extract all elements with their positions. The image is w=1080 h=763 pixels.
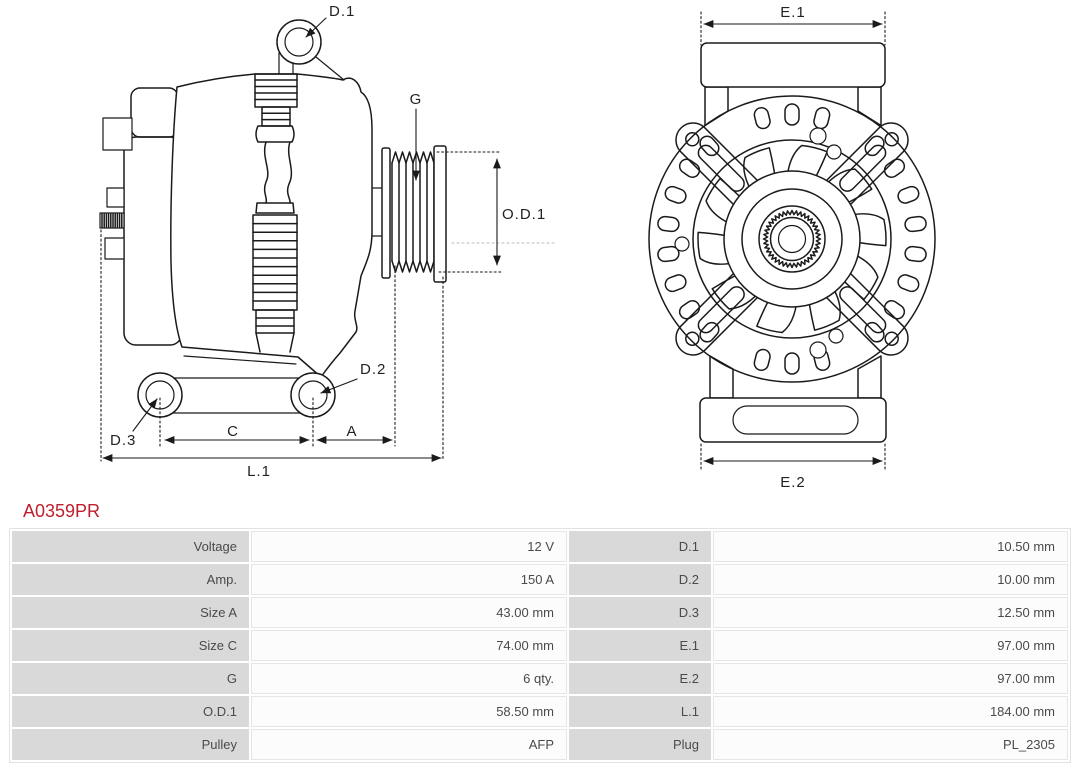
bolt-hole xyxy=(810,128,826,144)
table-row xyxy=(12,597,1068,628)
spec-label: G xyxy=(12,663,249,694)
rear-stud-2 xyxy=(105,238,124,259)
spec-value: PL_2305 xyxy=(713,729,1068,760)
table-row xyxy=(12,531,1068,562)
spec-label: E.2 xyxy=(569,663,711,694)
spec-label: D.3 xyxy=(569,597,711,628)
spec-label: Voltage xyxy=(12,531,249,562)
pulley-grooves xyxy=(392,152,434,272)
rear-cover-top xyxy=(131,88,178,137)
spec-section xyxy=(9,501,1071,763)
spec-value: 12 V xyxy=(251,531,567,562)
spec-label: D.2 xyxy=(569,564,711,595)
spec-value: 184.00 mm xyxy=(713,696,1068,727)
foot-bracket-line xyxy=(184,356,296,364)
spec-label: Size A xyxy=(12,597,249,628)
top-bracket-leg-left xyxy=(705,87,728,126)
bolt-hole xyxy=(829,329,843,343)
bolt-hole xyxy=(827,145,841,159)
rear-stud-1 xyxy=(107,188,124,207)
dim-label-l1: L.1 xyxy=(247,463,271,480)
spec-value: 43.00 mm xyxy=(251,597,567,628)
alternator-front-view xyxy=(649,4,935,491)
table-row xyxy=(12,663,1068,694)
table-row xyxy=(12,630,1068,661)
dim-label-e2: E.2 xyxy=(780,474,806,491)
spec-value: 150 A xyxy=(251,564,567,595)
spec-table xyxy=(9,528,1071,763)
table-row xyxy=(12,729,1068,760)
part-number: A0359PR xyxy=(23,501,101,521)
spec-value: AFP xyxy=(251,729,567,760)
bolt-hole xyxy=(810,342,826,358)
spec-label: D.1 xyxy=(569,531,711,562)
dim-label-d2: D.2 xyxy=(360,361,387,378)
spec-label: E.1 xyxy=(569,630,711,661)
spec-value: 97.00 mm xyxy=(713,630,1068,661)
shaft-hole xyxy=(779,226,806,253)
table-row xyxy=(12,564,1068,595)
pulley-flange-right xyxy=(434,146,446,282)
dim-label-od1: O.D.1 xyxy=(502,206,547,223)
spec-value: 6 qty. xyxy=(251,663,567,694)
dim-label-d1: D.1 xyxy=(329,3,356,20)
alternator-side-view xyxy=(100,3,556,480)
spec-label: Size C xyxy=(12,630,249,661)
spec-label: Pulley xyxy=(12,729,249,760)
spec-label: L.1 xyxy=(569,696,711,727)
bolt-hole xyxy=(675,237,689,251)
spec-value: 12.50 mm xyxy=(713,597,1068,628)
spec-label: Plug xyxy=(569,729,711,760)
spec-value: 97.00 mm xyxy=(713,663,1068,694)
bottom-bracket-leg-right xyxy=(858,356,881,398)
dim-label-g: G xyxy=(409,91,423,108)
pulley-flange-left xyxy=(382,148,390,278)
spec-value: 10.50 mm xyxy=(713,531,1068,562)
dim-label-d3: D.3 xyxy=(110,432,137,449)
dim-label-e1: E.1 xyxy=(780,4,806,21)
terminal-block xyxy=(103,118,132,150)
spec-value: 74.00 mm xyxy=(251,630,567,661)
spec-value: 10.00 mm xyxy=(713,564,1068,595)
bottom-bracket-leg-left xyxy=(710,356,733,398)
dim-label-a: A xyxy=(346,423,358,440)
spec-label: O.D.1 xyxy=(12,696,249,727)
ear-hole xyxy=(285,28,313,56)
spec-value: 58.50 mm xyxy=(251,696,567,727)
spec-label: Amp. xyxy=(12,564,249,595)
top-bracket-leg-right xyxy=(858,87,881,126)
dim-label-c: C xyxy=(227,423,239,440)
table-row xyxy=(12,696,1068,727)
top-bracket-bar xyxy=(701,43,885,87)
